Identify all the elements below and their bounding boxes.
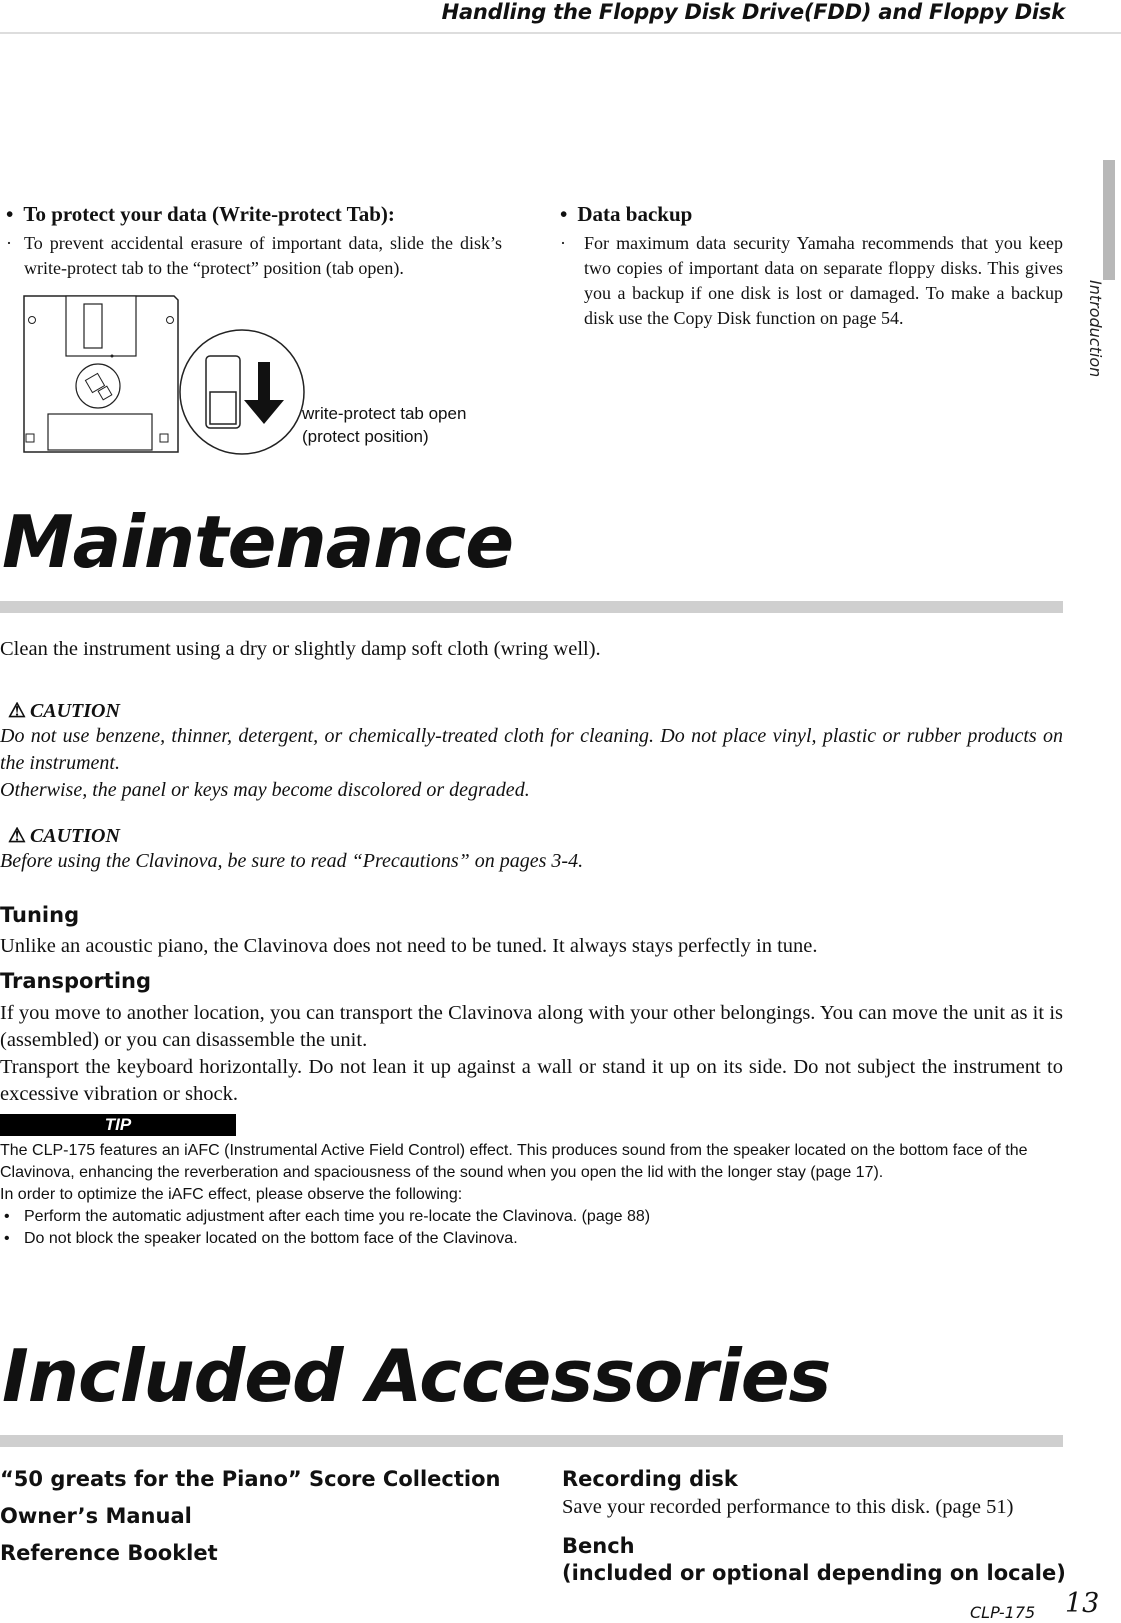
tip-bullet: • Perform the automatic adjustment after each time you re-locate the Clavinova. (page 88) [0, 1206, 1070, 1228]
accessory-item: Owner’s Manual [0, 1504, 192, 1528]
caution-heading: CAUTION [29, 700, 120, 722]
accessory-item-note: (included or optional depending on locale) [562, 1561, 1066, 1585]
accessories-title: Included Accessories [2, 1334, 831, 1418]
warning-triangle-icon: ⚠ [8, 700, 26, 722]
write-protect-section [0, 202, 502, 281]
figure-label: write-protect tab open (protect position) [302, 404, 467, 446]
footer-model: CLP-175 [970, 1603, 1036, 1622]
write-protect-item: · To prevent accidental erasure of important data, slide the disk’s write-protect tab to the “protect” position (tab open). [6, 233, 502, 278]
small-bullet-icon: · [6, 233, 12, 253]
page-number: 13 [1065, 1588, 1100, 1619]
accessories-rule [0, 1435, 1063, 1447]
warning-triangle-icon: ⚠ [8, 825, 26, 847]
maintenance-intro: Clean the instrument using a dry or slightly damp soft cloth (wring well). [0, 638, 601, 660]
write-protect-heading: • To protect your data (Write-protect Tab): [6, 202, 395, 226]
accessory-description: Save your recorded performance to this disk. (page 51) [562, 1496, 1014, 1518]
caution-text: Otherwise, the panel or keys may become discolored or degraded. [0, 779, 530, 801]
caution-text: Do not use benzene, thinner, detergent, or chemically-treated cloth for cleaning. Do not place vinyl, plastic or rubber products on the instrument. [0, 725, 1063, 774]
data-backup-section [560, 202, 1063, 331]
maintenance-title: Maintenance [2, 500, 514, 584]
caution-text: Before using the Clavinova, be sure to read “Precautions” on pages 3-4. [0, 850, 584, 872]
transporting-text: If you move to another location, you can transport the Clavinova along with your other belongings. You can move the unit as it is (assembled) or you can disassemble the unit. Transport the keyboard horizontally. Do not lean it up against a wall or stand it up on its side. Do not subject the instrument to excessive vibration or shock. [0, 1002, 1063, 1105]
bullet-icon: • [6, 202, 14, 226]
accessory-item: Reference Booklet [0, 1541, 218, 1565]
tuning-text: Unlike an acoustic piano, the Clavinova does not need to be tuned. It always stays perfectly in tune. [0, 935, 818, 957]
tip-block [0, 1140, 1070, 1250]
accessory-item: “50 greats for the Piano” Score Collection [0, 1467, 501, 1491]
running-header: Handling the Floppy Disk Drive(FDD) and Floppy Disk [441, 0, 1065, 24]
tip-text: In order to optimize the iAFC effect, please observe the following: [0, 1186, 463, 1203]
maintenance-rule [0, 601, 1063, 613]
section-tab-marker [1103, 160, 1115, 280]
floppy-disk-illustration [20, 292, 310, 460]
caution-block-2 [0, 823, 1063, 875]
header-rule [0, 32, 1121, 34]
caution-heading: CAUTION [29, 825, 120, 847]
small-bullet-icon: · [560, 233, 566, 253]
accessory-item: Recording disk [562, 1467, 738, 1491]
tip-bullet: • Do not block the speaker located on the bottom face of the Clavinova. [0, 1228, 1070, 1250]
transporting-heading: Transporting [0, 969, 152, 993]
data-backup-heading: • Data backup [560, 202, 693, 226]
side-section-label: Introduction [1086, 280, 1105, 378]
accessory-item: Bench [562, 1534, 635, 1558]
small-bullet-icon: • [4, 1230, 10, 1247]
tip-label: TIP [0, 1114, 236, 1136]
caution-block-1 [0, 698, 1063, 804]
bullet-icon: • [560, 202, 568, 226]
tip-text: The CLP-175 features an iAFC (Instrumental Active Field Control) effect. This produces sound from the speaker located on the bottom face of the Clavinova, enhancing the reverberation and spaciousness of the sound when you open the lid with the longer stay (page 17). [0, 1142, 1028, 1181]
tuning-heading: Tuning [0, 903, 80, 927]
data-backup-item: · For maximum data security Yamaha recommends that you keep two copies of important data on separate floppy disks. This gives you a backup if one disk is lost or damaged. To make a backup disk use the Copy Disk function on page 54. [560, 233, 1063, 328]
small-bullet-icon: • [4, 1208, 10, 1225]
